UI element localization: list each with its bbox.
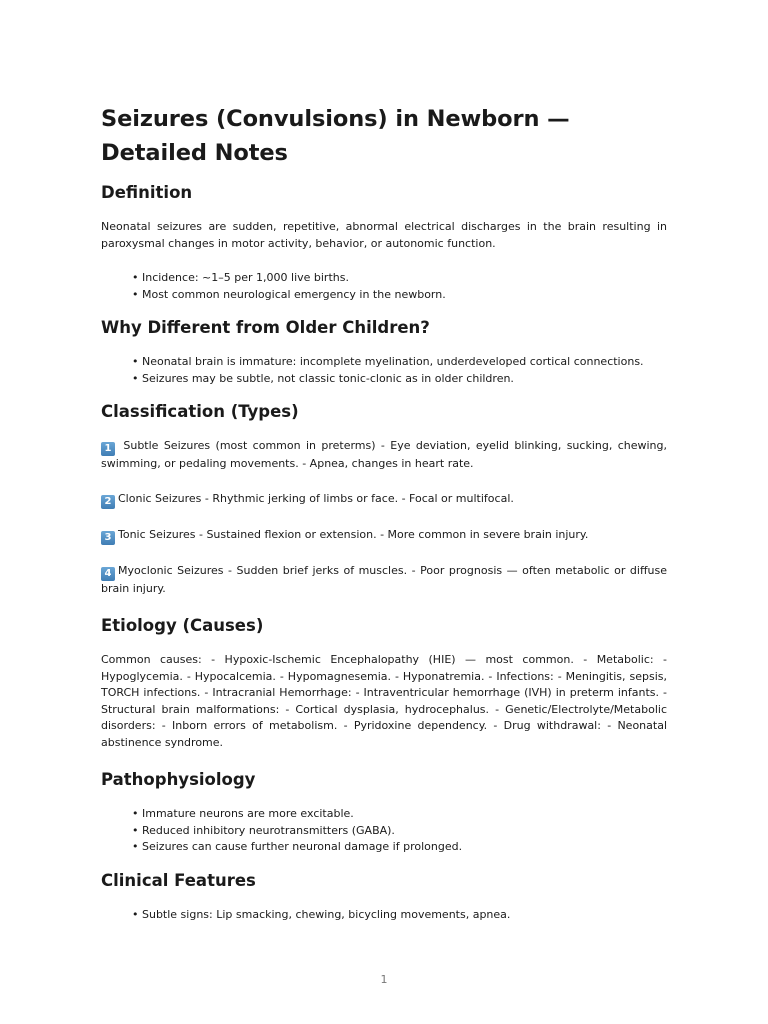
keycap-three-icon: 3 — [101, 531, 115, 545]
keycap-two-icon: 2 — [101, 495, 115, 509]
definition-text: Neonatal seizures are sudden, repetitive, abnormal electrical discharges in the brain resulting in paroxysmal changes in motor activity, behavior, or autonomic function. — [101, 220, 667, 250]
classification-item-clonic — [101, 491, 667, 509]
list-item: • Most common neurological emergency in the newborn. — [132, 287, 446, 301]
keycap-four-icon: 4 — [101, 567, 115, 581]
list-item: • Seizures can cause further neuronal damage if prolonged. — [132, 840, 463, 853]
document-page — [101, 102, 667, 937]
heading-clinical-features: Clinical Features — [101, 870, 256, 890]
classification-text: Subtle Seizures (most common in preterms) - Eye deviation, eyelid blinking, sucking, chewing, swimming, or pedaling movements. - Apnea, changes in heart rate. — [101, 439, 667, 470]
classification-item-myoclonic — [101, 563, 667, 598]
heading-classification: Classification (Types) — [101, 402, 299, 421]
classification-text: Tonic Seizures - Sustained flexion or extension. - More common in severe brain injury. — [118, 527, 589, 541]
classification-text: Myoclonic Seizures - Sudden brief jerks of muscles. - Poor prognosis — often metabolic or diffuse brain injury. — [101, 563, 667, 595]
page-number: 1 — [380, 973, 388, 986]
classification-item-subtle — [101, 438, 667, 473]
heading-why-different: Why Different from Older Children? — [101, 318, 430, 337]
list-item: • Neonatal brain is immature: incomplete myelination, underdeveloped cortical connections. — [132, 355, 644, 368]
definition-bullets — [101, 270, 667, 303]
document-title: Seizures (Convulsions) in Newborn — Detailed Notes — [101, 106, 570, 166]
list-item: • Seizures may be subtle, not classic tonic-clonic as in older children. — [132, 371, 514, 385]
clinical-features-bullets — [101, 907, 667, 924]
list-item: • Reduced inhibitory neurotransmitters (GABA). — [132, 823, 395, 837]
heading-pathophysiology: Pathophysiology — [101, 770, 256, 789]
classification-item-tonic — [101, 527, 667, 545]
list-item: • Subtle signs: Lip smacking, chewing, bicycling movements, apnea. — [132, 907, 511, 921]
pathophysiology-bullets — [101, 806, 667, 856]
classification-text: Clonic Seizures - Rhythmic jerking of limbs or face. - Focal or multifocal. — [118, 491, 514, 505]
etiology-text: Common causes: - Hypoxic-Ischemic Encephalopathy (HIE) — most common. - Metabolic: - Hypoglycemia. - Hypocalcemia. - Hypomagnesemia. - Hyponatremia. - Infections: - Meningitis, sepsis, TORCH infections. - Intracranial Hemorrhage: - Intraventricular hemorrhage (IVH) in preterm infants. - Structural brain malformations: - Cortical dysplasia, hydrocephalus. - Genetic/Electrolyte/Metabolic disorders: - Inborn errors of metabolism. - Pyridoxine dependency. - Drug withdrawal: - Neonatal abstinence syndrome. — [101, 653, 667, 749]
list-item: • Immature neurons are more excitable. — [132, 807, 354, 820]
heading-definition: Definition — [101, 183, 193, 202]
list-item: • Incidence: ~1–5 per 1,000 live births. — [132, 271, 349, 284]
heading-etiology: Etiology (Causes) — [101, 616, 264, 635]
keycap-one-icon: 1 — [101, 442, 115, 456]
why-different-bullets — [101, 354, 667, 387]
